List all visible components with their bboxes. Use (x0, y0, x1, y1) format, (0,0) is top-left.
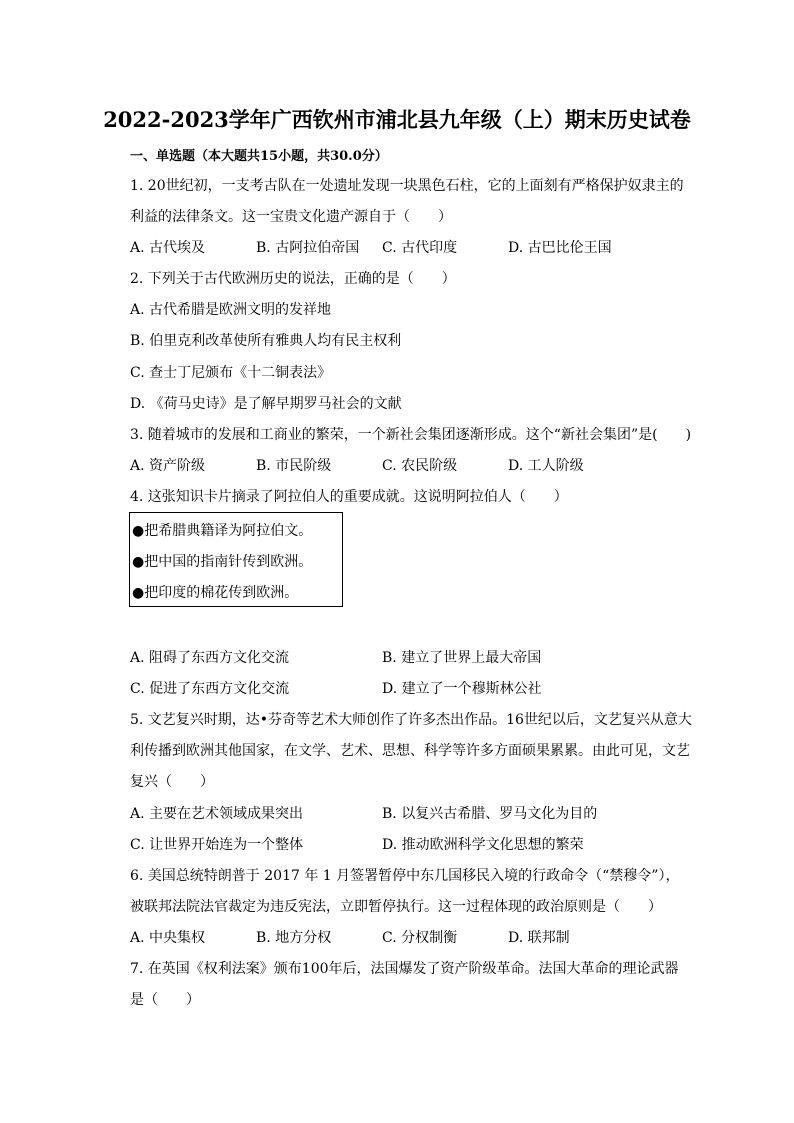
question-6-option-a: A. 中央集权 (130, 930, 206, 946)
question-6-stem-line-2: 被联邦法院法官裁定为违反宪法，立即暂停执行。这一过程体现的政治原则是（ ） (130, 899, 662, 915)
question-5-stem-line-3: 复兴（ ） (130, 774, 214, 790)
question-5-stem-line-1: 5. 文艺复兴时期，达•芬奇等艺术大师创作了许多杰出作品。16世纪以后，文艺复兴从意大 (130, 712, 692, 728)
question-4-option-a: A. 阻碍了东西方文化交流 (130, 650, 290, 666)
question-3-option-d: D. 工人阶级 (508, 458, 584, 474)
question-4-option-c: C. 促进了东西方文化交流 (130, 681, 290, 697)
question-4-option-b: B. 建立了世界上最大帝国 (382, 650, 542, 666)
question-4-stem: 4. 这张知识卡片摘录了阿拉伯人的重要成就。这说明阿拉伯人（ ） (130, 489, 568, 505)
question-2-stem: 2. 下列关于古代欧洲历史的说法，正确的是（ ） (130, 271, 456, 287)
question-3-option-c: C. 农民阶级 (382, 458, 458, 474)
question-6-option-d: D. 联邦制 (508, 930, 570, 946)
question-3-option-b: B. 市民阶级 (256, 458, 332, 474)
question-5-option-a: A. 主要在艺术领域成果突出 (130, 806, 304, 822)
question-1-option-a: A. 古代埃及 (130, 240, 206, 256)
knowledge-card (129, 512, 343, 607)
question-3-option-a: A. 资产阶级 (130, 458, 206, 474)
question-1-option-b: B. 古阿拉伯帝国 (256, 240, 360, 256)
question-7-stem-line-1: 7. 在英国《权利法案》颁布100年后，法国爆发了资产阶级革命。法国大革命的理论武器 (130, 961, 679, 977)
question-1-option-c: C. 古代印度 (382, 240, 458, 256)
question-3-stem: 3. 随着城市的发展和工商业的繁荣，一个新社会集团逐渐形成。这个“新社会集团”是( ) (130, 427, 692, 443)
question-5-option-b: B. 以复兴古希腊、罗马文化为目的 (382, 806, 598, 822)
question-1-stem-line-1: 1. 20世纪初，一支考古队在一处遗址发现一块黑色石柱，它的上面刻有严格保护奴隶主的 (130, 178, 684, 194)
question-2-option-c: C. 查士丁尼颁布《十二铜表法》 (130, 365, 332, 381)
question-2-option-a: A. 古代希腊是欧洲文明的发祥地 (130, 302, 332, 318)
question-5-option-d: D. 推动欧洲科学文化思想的繁荣 (382, 837, 584, 853)
question-6-option-c: C. 分权制衡 (382, 930, 458, 946)
question-1-stem-line-2: 利益的法律条文。这一宝贵文化遗产源自于（ ） (130, 209, 452, 225)
section-heading: 一、单选题（本大题共15小题，共30.0分） (130, 149, 388, 164)
question-4-option-d: D. 建立了一个穆斯林公社 (382, 681, 542, 697)
question-5-stem-line-2: 利传播到欧洲其他国家，在文学、艺术、思想、科学等许多方面硕果累累。由此可见，文艺 (130, 743, 690, 759)
question-1-option-d: D. 古巴比伦王国 (508, 240, 612, 256)
exam-title: 2022-2023学年广西钦州市浦北县九年级（上）期末历史试卷 (103, 107, 691, 132)
question-6-option-b: B. 地方分权 (256, 930, 332, 946)
knowledge-card-item: ●把中国的指南针传到欧洲。 (132, 554, 313, 570)
knowledge-card-item: ●把希腊典籍译为阿拉伯文。 (132, 523, 313, 539)
question-7-stem-line-2: 是（ ） (130, 992, 200, 1008)
question-6-stem-line-1: 6. 美国总统特朗普于 2017 年 1 月签署暂停中东几国移民入境的行政命令（“禁穆令”）， (130, 868, 680, 884)
question-2-option-d: D. 《荷马史诗》是了解早期罗马社会的文献 (130, 396, 402, 412)
question-5-option-c: C. 让世界开始连为一个整体 (130, 837, 304, 853)
knowledge-card-item: ●把印度的棉花传到欧洲。 (132, 585, 299, 601)
question-2-option-b: B. 伯里克利改革使所有雅典人均有民主权利 (130, 333, 402, 349)
